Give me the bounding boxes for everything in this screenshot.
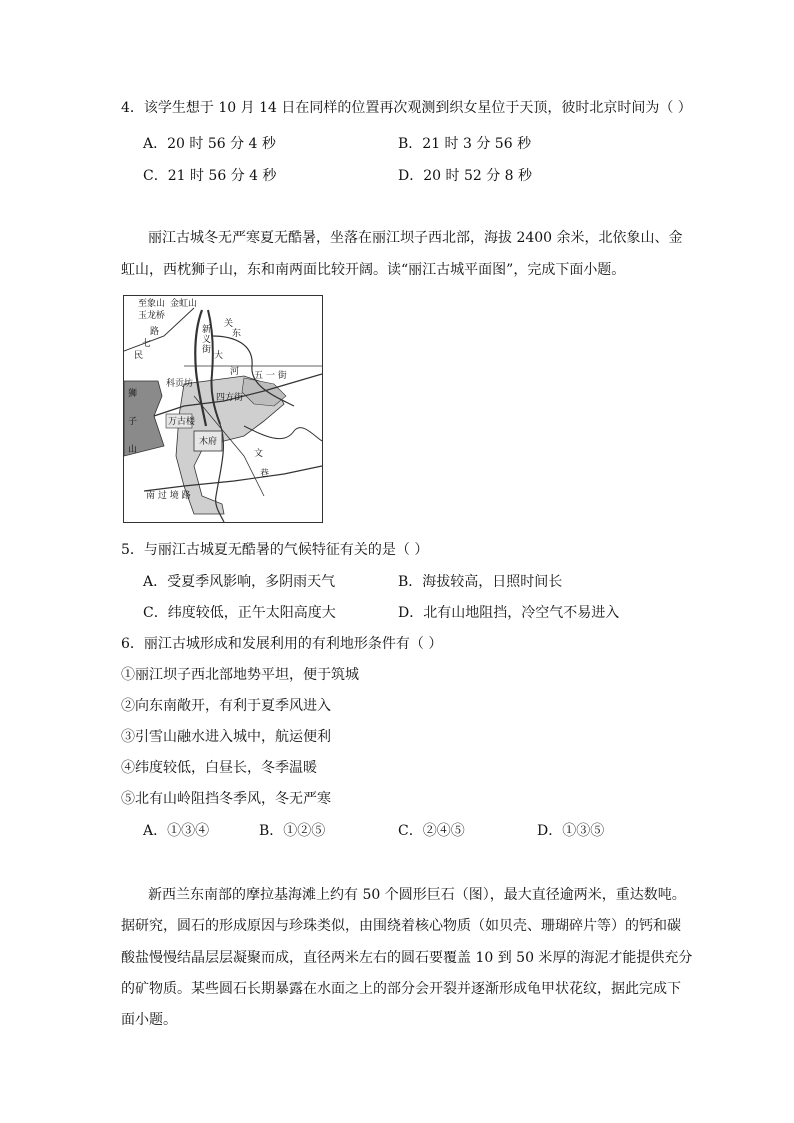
label-sifangjie: 四方街 [216,393,244,403]
label-yulongqiao: 玉龙桥 [138,311,166,321]
label-xinyi-2: 义 [202,335,212,345]
q6-option-c: C．②④⑤ [398,823,465,839]
label-xinyi-3: 街 [202,345,212,355]
q5-option-c: C．纬度较低，正午太阳高度大 [143,605,336,621]
label-zhixiangshan: 至象山 [138,299,166,309]
label-south-bypass: 南 过 境 路 [146,491,191,501]
q4-option-c: C．21 时 56 分 4 秒 [143,168,277,184]
label-shizi-3: 山 [128,445,138,455]
q6-item-2: ②向东南敞开，有利于夏季风进入 [121,698,331,714]
label-wenzhi-1: 文 [254,449,264,459]
q6-option-d: D．①③⑤ [537,823,605,839]
label-dahe-1: 大 [214,351,224,361]
label-road-w3: 民 [134,351,144,361]
road-south-bypass [144,466,322,491]
q6-stem: 6．丽江古城形成和发展利用的有利地形条件有（ ） [121,636,443,652]
label-kegongfang: 科贡坊 [166,379,194,389]
q4-option-a: A．20 时 56 分 4 秒 [143,136,276,152]
q4-option-b: B．21 时 3 分 56 秒 [398,136,532,152]
label-shizi-1: 狮 [128,389,138,399]
q5-option-d: D．北有山地阻挡，冷空气不易进入 [398,605,620,621]
label-xinyi-1: 新 [202,325,212,335]
lijiang-map [123,295,323,523]
passage2-line3: 酸盐慢慢结晶层层凝聚而成，直径两米左右的圆石要覆盖 10 到 50 米厚的海泥才能提供充分 [121,950,693,966]
label-wenzhi-2: 巷 [260,469,270,479]
q6-item-1: ①丽江坝子西北部地势平坦，便于筑城 [121,667,359,683]
label-dahe-2: 河 [230,367,240,377]
label-wuyi-street: 五 一 街 [254,371,287,381]
q5-option-a: A．受夏季风影响，多阴雨天气 [143,574,336,590]
q6-item-3: ③引雪山融水进入城中，航运便利 [121,729,331,745]
passage2-line5: 面小题。 [121,1012,177,1028]
q6-item-5: ⑤北有山岭阻挡冬季风，冬无严寒 [121,791,331,807]
passage2-line4: 的矿物质。某些圆石长期暴露在水面之上的部分会开裂并逐渐形成龟甲状花纹，据此完成下 [121,981,681,997]
label-guan: 关 [224,319,234,329]
q5-stem: 5．与丽江古城夏无酷暑的气候特征有关的是（ ） [121,542,429,558]
q6-option-a: A．①③④ [143,823,210,839]
q6-option-b: B．①②⑤ [259,823,326,839]
passage2-line1: 新西兰东南部的摩拉基海滩上约有 50 个圆形巨石（图），最大直径逾两米，重达数吨。 [148,887,686,903]
label-dong: 东 [232,329,242,339]
label-jinhongshan: 金虹山 [170,299,198,309]
label-wangulou: 万古楼 [168,417,196,427]
q5-option-b: B．海拔较高，日照时间长 [398,574,563,590]
passage1-line2: 虹山，西枕狮子山，东和南两面比较开阔。读“丽江古城平面图”，完成下面小题。 [121,262,626,278]
label-road-w1: 路 [150,327,160,337]
river-southeast [244,426,322,441]
lijiang-map-svg [124,296,322,522]
label-shizi-2: 子 [128,417,138,427]
label-road-w2: 七 [142,339,152,349]
passage1-line1: 丽江古城冬无严寒夏无酷暑，坐落在丽江坝子西北部，海拔 2400 余米，北依象山、金 [148,230,683,246]
q4-option-d: D．20 时 52 分 8 秒 [398,168,533,184]
label-mufu: 木府 [199,437,218,447]
q4-stem: 4．该学生想于 10 月 14 日在同样的位置再次观测到织女星位于天顶，彼时北京时间为（ ） [121,100,692,116]
passage2-line2: 据研究，圆石的形成原因与珍珠类似，由围绕着核心物质（如贝壳、珊瑚碎片等）的钙和碳 [121,918,681,934]
q6-item-4: ④纬度较低，白昼长，冬季温暖 [121,760,317,776]
